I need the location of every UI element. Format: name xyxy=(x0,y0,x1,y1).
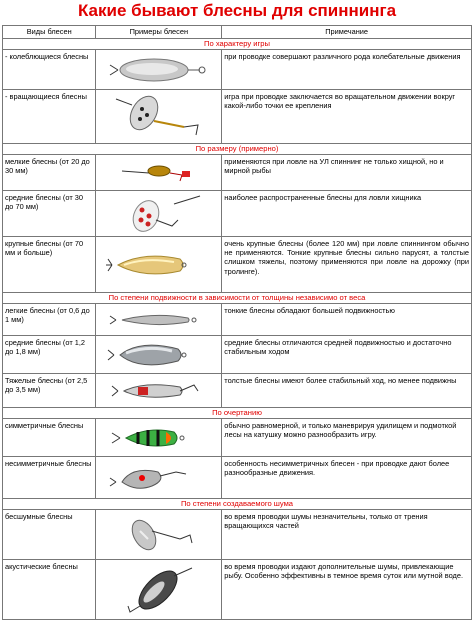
table-row xyxy=(3,457,472,499)
section-row xyxy=(3,144,472,155)
lure-type: средние блесны (от 30 до 70 мм) xyxy=(3,191,96,237)
section-title: По размеру (примерно) xyxy=(3,144,472,155)
lure-note: игра при проводке заключается во вращательном движении вокруг какой-либо точки ее крепления xyxy=(222,90,472,144)
lure-type: акустические блесны xyxy=(3,560,96,620)
light-spoon-image xyxy=(96,304,222,336)
lure-note: толстые блесны имеют более стабильный ход, но менее подвижны xyxy=(222,374,472,408)
lure-type: симметричные блесны xyxy=(3,419,96,457)
table-row xyxy=(3,560,472,620)
symmetric-lure-image xyxy=(96,419,222,457)
header-examples: Примеры блесен xyxy=(96,26,222,39)
section-title: По очертанию xyxy=(3,408,472,419)
lure-note: наиболее распространенные блесны для ловли хищника xyxy=(222,191,472,237)
lure-type: - вращающиеся блесны xyxy=(3,90,96,144)
table-row xyxy=(3,90,472,144)
section-row xyxy=(3,39,472,50)
lure-note: применяются при ловле на УЛ спиннинг не только хищной, но и мирной рыбы xyxy=(222,155,472,191)
table-row xyxy=(3,191,472,237)
table-row xyxy=(3,237,472,293)
section-title: По степени создаваемого шума xyxy=(3,499,472,510)
table-row xyxy=(3,304,472,336)
heavy-spoon-image xyxy=(96,374,222,408)
asymmetric-lure-image xyxy=(96,457,222,499)
lure-note: во время проводки шумы незначительны, только от трения вращающихся частей xyxy=(222,510,472,560)
lure-table xyxy=(2,25,472,620)
silent-spinner-image xyxy=(96,510,222,560)
lure-note: особенность несимметричных блесен - при проводке дают более разнообразные движения. xyxy=(222,457,472,499)
lure-note: средние блесны отличаются средней подвижностью и достаточно стабильным ходом xyxy=(222,336,472,374)
lure-type: Тяжелые блесны (от 2,5 до 3,5 мм) xyxy=(3,374,96,408)
table-row xyxy=(3,155,472,191)
lure-type: средние блесны (от 1,2 до 1,8 мм) xyxy=(3,336,96,374)
acoustic-spinner-image xyxy=(96,560,222,620)
header-notes: Примечание xyxy=(222,26,472,39)
table-header xyxy=(3,26,472,39)
lure-type: бесшумные блесны xyxy=(3,510,96,560)
lure-type: легкие блесны (от 0,6 до 1 мм) xyxy=(3,304,96,336)
lure-type: - колеблющиеся блесны xyxy=(3,50,96,90)
section-title: По характеру игры xyxy=(3,39,472,50)
table-row xyxy=(3,419,472,457)
section-row xyxy=(3,499,472,510)
lure-note: обычно равномерной, и только маневрируя удилищем и подмоткой лесы на катушку можно разнообразить игру. xyxy=(222,419,472,457)
lure-note: во время проводки издают дополнительные шумы, привлекающие рыбу. Особенно эффективны в темное время суток или мутной воде. xyxy=(222,560,472,620)
table-row xyxy=(3,50,472,90)
section-row xyxy=(3,408,472,419)
lure-type: несимметричные блесны xyxy=(3,457,96,499)
section-title: По степени подвижности в зависимости от толщины независимо от веса xyxy=(3,293,472,304)
spoon-lure-image xyxy=(96,50,222,90)
section-row xyxy=(3,293,472,304)
lure-type: мелкие блесны (от 20 до 30 мм) xyxy=(3,155,96,191)
header-types: Виды блесен xyxy=(3,26,96,39)
lure-type: крупные блесны (от 70 мм и больше) xyxy=(3,237,96,293)
spinner-lure-image xyxy=(96,90,222,144)
table-row xyxy=(3,374,472,408)
page-title: Какие бывают блесны для спиннинга xyxy=(77,1,397,20)
table-row xyxy=(3,336,472,374)
table-row xyxy=(3,510,472,560)
small-spinner-image xyxy=(96,155,222,191)
lure-note: очень крупные блесны (более 120 мм) при ловле спиннингом обычно не применяются. Тонкие крупные блесны сильно парусят, а толстые слишком тяжелы, поэтому применяются при ловле на дорожку (при тролинге). xyxy=(222,237,472,293)
large-spoon-image xyxy=(96,237,222,293)
medium-spinner-image xyxy=(96,191,222,237)
medium-spoon-image xyxy=(96,336,222,374)
lure-note: тонкие блесны обладают большей подвижностью xyxy=(222,304,472,336)
lure-note: при проводке совершают различного рода колебательные движения xyxy=(222,50,472,90)
